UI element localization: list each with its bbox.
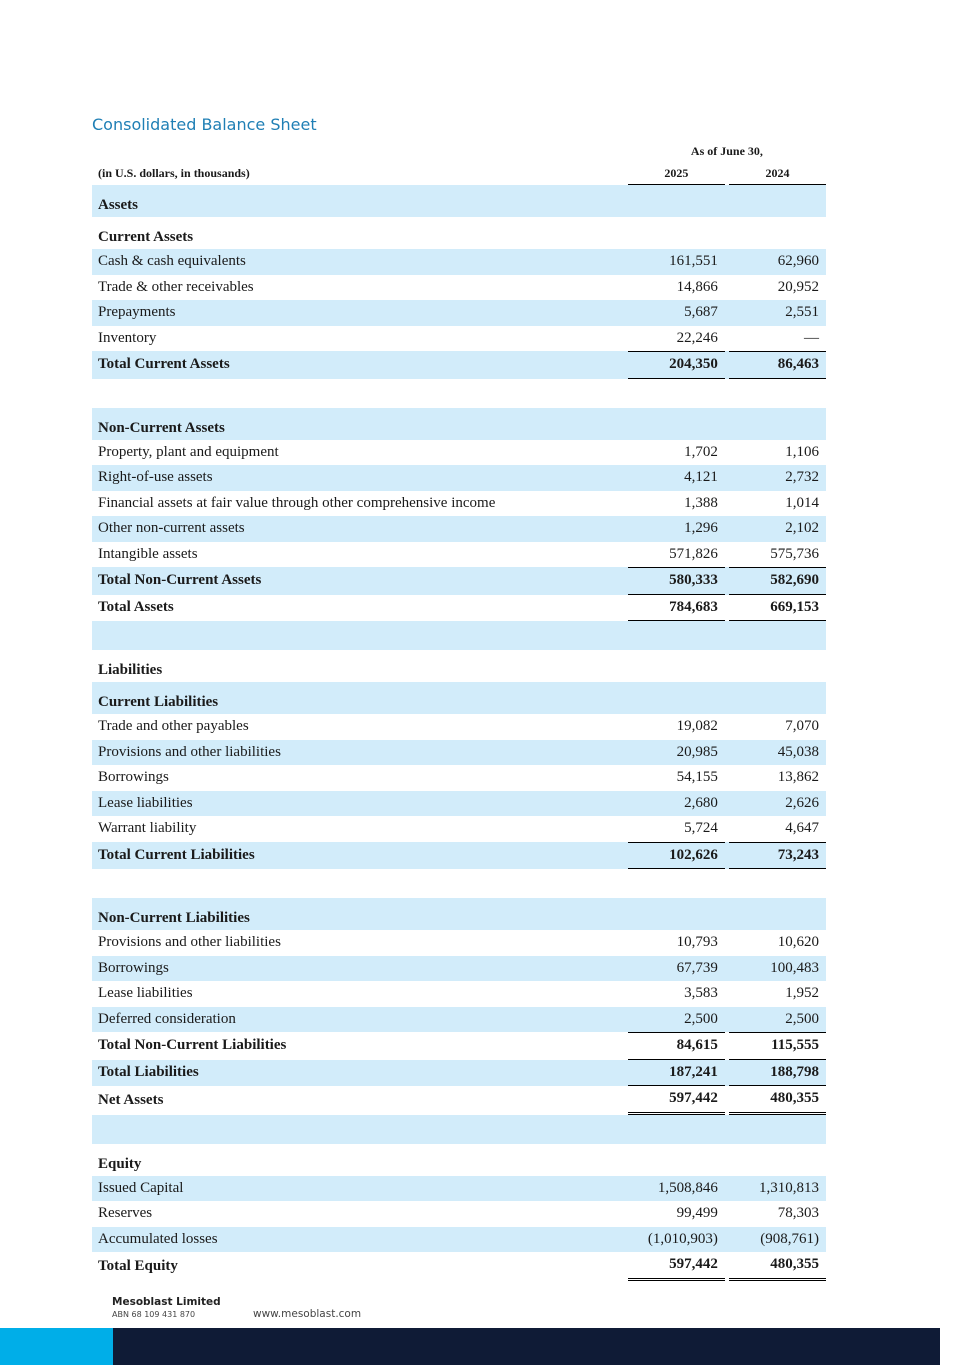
noncurrent-assets-heading: Non-Current Assets (92, 408, 628, 440)
equity-heading: Equity (98, 1155, 142, 1172)
row-label: Right-of-use assets (92, 465, 628, 491)
section-heading (92, 1144, 826, 1176)
value-2024: 10,620 (777, 934, 819, 951)
table-row (92, 740, 826, 766)
value-2025: 1,296 (628, 516, 725, 542)
row-label: Trade & other receivables (98, 278, 254, 295)
row-label: Other non-current assets (92, 516, 628, 542)
value-2025: 67,739 (628, 956, 725, 982)
value-2024: 1,310,813 (729, 1176, 826, 1202)
period-label: As of June 30, (690, 143, 763, 158)
section-heading (92, 408, 826, 440)
table-row (92, 791, 826, 817)
total-row (92, 1032, 826, 1060)
total-2025: 580,333 (628, 567, 725, 595)
value-2024: 2,626 (729, 791, 826, 817)
value-2024: 78,303 (777, 1205, 819, 1222)
value-2024: 4,647 (785, 820, 819, 837)
value-2024: 1,014 (785, 494, 819, 511)
row-label: Reserves (98, 1205, 153, 1222)
row-label: Cash & cash equivalents (92, 249, 628, 275)
section-heading (92, 217, 826, 249)
total-row (92, 842, 826, 870)
row-label: Intangible assets (98, 545, 198, 562)
row-label: Prepayments (92, 300, 628, 326)
value-2025: 5,687 (628, 300, 725, 326)
year-2025-header: 2025 (628, 162, 725, 185)
total-label: Total Current Liabilities (92, 842, 628, 870)
total-2025: 204,350 (628, 351, 725, 379)
total-2025: 102,626 (628, 842, 725, 870)
table-row (92, 249, 826, 275)
balance-sheet-table (92, 140, 826, 1281)
table-row (92, 1176, 826, 1202)
value-2025: 161,551 (628, 249, 725, 275)
footer-accent-bar (0, 1328, 113, 1365)
footer-abn: ABN 68 109 431 870 (112, 1310, 196, 1319)
total-2024: 115,555 (729, 1032, 826, 1060)
value-2024: 1,106 (785, 443, 819, 460)
table-row (92, 491, 826, 517)
value-2025: 4,121 (628, 465, 725, 491)
units-label: (in U.S. dollars, in thousands) (98, 166, 250, 180)
table-row (92, 440, 826, 466)
net-assets-2025: 597,442 (628, 1086, 725, 1115)
table-row (92, 300, 826, 326)
row-label: Borrowings (92, 956, 628, 982)
table-row (92, 956, 826, 982)
total-row (92, 351, 826, 379)
total-label: Total Non-Current Assets (92, 567, 628, 595)
value-2025: 19,082 (676, 718, 718, 735)
page-title: Consolidated Balance Sheet (92, 115, 317, 134)
total-2024: 480,355 (729, 1252, 826, 1281)
value-2025: 2,500 (628, 1007, 725, 1033)
row-label: Warrant liability (98, 820, 197, 837)
value-2024: 1,952 (785, 985, 819, 1002)
row-label: Financial assets at fair value through other comprehensive income (98, 494, 496, 511)
value-2025: 20,985 (628, 740, 725, 766)
table-row (92, 1201, 826, 1227)
total-label: Total Equity (98, 1257, 178, 1274)
value-2024: 7,070 (785, 718, 819, 735)
total-label: Total Current Assets (92, 351, 628, 379)
section-heading (92, 682, 826, 714)
year-2024-header: 2024 (729, 162, 826, 185)
section-heading (92, 650, 826, 682)
value-2024: 100,483 (729, 956, 826, 982)
value-2025: 3,583 (684, 985, 718, 1002)
footer-dark-bar (113, 1328, 940, 1365)
row-label: Accumulated losses (92, 1227, 628, 1253)
total-label: Total Non-Current Liabilities (98, 1037, 287, 1054)
total-row (92, 595, 826, 622)
table-row (92, 326, 826, 352)
total-row (92, 1086, 826, 1115)
row-label: Property, plant and equipment (98, 443, 279, 460)
value-2024: (908,761) (729, 1227, 826, 1253)
section-heading (92, 185, 826, 217)
value-2024: 13,862 (777, 769, 819, 786)
total-label: Total Assets (98, 599, 174, 616)
total-row (92, 567, 826, 595)
value-2025: 54,155 (676, 769, 718, 786)
value-2024: — (804, 329, 819, 346)
total-row (92, 1252, 826, 1281)
total-2024: 188,798 (729, 1060, 826, 1087)
value-2025: 14,866 (676, 278, 718, 295)
column-header-row (92, 162, 826, 185)
total-2024: 669,153 (729, 595, 826, 622)
total-2025: 187,241 (628, 1060, 725, 1087)
current-assets-heading: Current Assets (98, 229, 194, 245)
table-row (92, 465, 826, 491)
table-row (92, 1227, 826, 1253)
net-assets-2024: 480,355 (729, 1086, 826, 1115)
row-label: Trade and other payables (98, 718, 249, 735)
current-liabilities-heading: Current Liabilities (92, 682, 628, 714)
row-label: Issued Capital (92, 1176, 628, 1202)
value-2025: 1,702 (684, 443, 718, 460)
table-row (92, 930, 826, 956)
value-2025: 22,246 (676, 329, 718, 346)
value-2025: 1,508,846 (628, 1176, 725, 1202)
total-row (92, 1060, 826, 1087)
total-2025: 784,683 (628, 595, 725, 622)
section-heading (92, 898, 826, 930)
table-row (92, 542, 826, 568)
row-label: Borrowings (98, 769, 169, 786)
total-2024: 73,243 (729, 842, 826, 870)
net-assets-label: Net Assets (98, 1091, 164, 1108)
table-row (92, 516, 826, 542)
value-2025: 1,388 (684, 494, 718, 511)
row-label: Deferred consideration (92, 1007, 628, 1033)
value-2024: 575,736 (770, 545, 819, 562)
table-row (92, 275, 826, 301)
row-label: Lease liabilities (92, 791, 628, 817)
value-2025: 2,680 (628, 791, 725, 817)
footer-website-link[interactable]: www.mesoblast.com (253, 1308, 362, 1320)
table-row (92, 981, 826, 1007)
value-2024: 2,732 (729, 465, 826, 491)
value-2024: 2,102 (729, 516, 826, 542)
total-label: Total Liabilities (92, 1060, 628, 1087)
value-2025: 5,724 (684, 820, 718, 837)
assets-heading: Assets (92, 185, 628, 217)
total-2025: 597,442 (628, 1252, 725, 1281)
table-row (92, 714, 826, 740)
period-header-row (92, 140, 826, 162)
value-2024: 45,038 (729, 740, 826, 766)
row-label: Provisions and other liabilities (92, 740, 628, 766)
value-2024: 2,500 (729, 1007, 826, 1033)
value-2025: 99,499 (676, 1205, 718, 1222)
footer-company-name: Mesoblast Limited (112, 1296, 221, 1308)
total-2024: 86,463 (729, 351, 826, 379)
row-label: Lease liabilities (98, 985, 193, 1002)
value-2024: 20,952 (777, 278, 819, 295)
noncurrent-liabilities-heading: Non-Current Liabilities (92, 898, 628, 930)
liabilities-heading: Liabilities (98, 662, 163, 678)
table-row (92, 816, 826, 842)
value-2025: 571,826 (669, 545, 718, 562)
value-2025: (1,010,903) (628, 1227, 725, 1253)
table-row (92, 765, 826, 791)
total-2025: 84,615 (628, 1032, 725, 1060)
value-2024: 62,960 (729, 249, 826, 275)
value-2025: 10,793 (676, 934, 718, 951)
value-2024: 2,551 (729, 300, 826, 326)
table-row (92, 1007, 826, 1033)
total-2024: 582,690 (729, 567, 826, 595)
row-label: Inventory (98, 329, 157, 346)
row-label: Provisions and other liabilities (98, 934, 281, 951)
